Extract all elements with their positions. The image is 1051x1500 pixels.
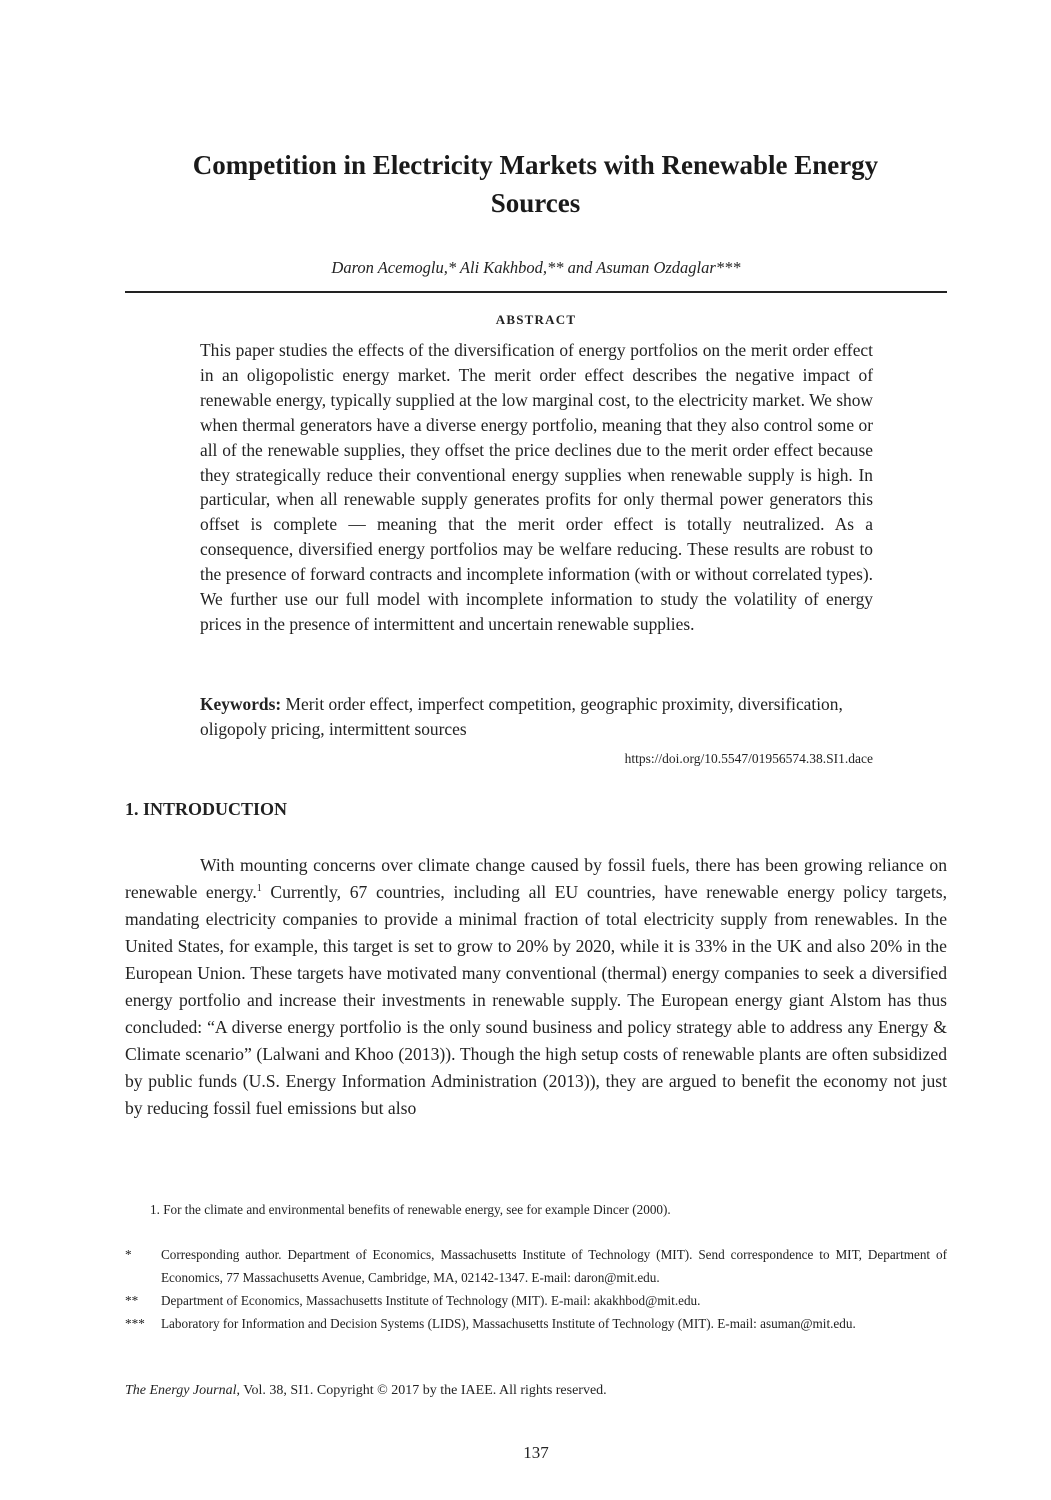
author-note-mark: * — [125, 1247, 132, 1262]
keywords-list: Merit order effect, imperfect competition, geographic proximity, diversification, oligopoly pricing, intermittent sources — [200, 694, 843, 739]
journal-details: , Vol. 38, SI1. Copyright © 2017 by the IAEE. All rights reserved. — [236, 1383, 607, 1398]
section-heading-introduction: 1. INTRODUCTION — [125, 799, 288, 819]
abstract-text: This paper studies the effects of the diversification of energy portfolios on the merit order effect in an oligopolistic energy market. The merit order effect describes the negative impact of renewable energy, typically supplied at the low marginal cost, to the electricity market. We show when thermal generators have a diverse energy portfolio, meaning that they also control some or all of the renewable supplies, they offset the price declines due to the merit order effect because they strategically reduce their conventional energy supplies when renewable supply is high. In particular, when all renewable supply generates profits for only thermal power generators this offset is complete — meaning that the merit order effect is totally neutralized. As a consequence, diversified energy portfolios may be welfare reducing. These results are robust to the presence of forward contracts and incomplete information (with or without correlated types). We further use our full model with incomplete information to study the volatility of energy prices in the presence of intermittent and uncertain renewable supplies. — [200, 340, 873, 634]
abstract-heading: ABSTRACT — [495, 312, 577, 327]
author-note-text: Corresponding author. Department of Economics, Massachusetts Institute of Technology (MIT). Send correspondence to MIT, Department of Economics, 77 Massachusetts Avenue, Cambridge, MA, 02142-1347. E-mail: daron@mit.edu. — [161, 1247, 947, 1285]
paper-title: Competition in Electricity Markets with Renewable Energy Sources — [192, 150, 879, 218]
author-note-mark: *** — [125, 1316, 145, 1331]
keywords-label: Keywords: — [200, 694, 282, 714]
doi-link[interactable]: https://doi.org/10.5547/01956574.38.SI1.dace — [624, 751, 873, 766]
header-rule — [125, 291, 947, 293]
keywords — [200, 692, 873, 742]
author-note-1 — [125, 1243, 947, 1289]
author-note-3 — [125, 1312, 947, 1335]
author-note-mark: ** — [125, 1293, 139, 1308]
author-list: Daron Acemoglu,* Ali Kakhbod,** and Asuman Ozdaglar*** — [331, 258, 741, 277]
journal-citation — [125, 1383, 607, 1399]
introduction-paragraph — [125, 852, 947, 1122]
footnote-ref-1[interactable]: 1 — [256, 883, 262, 895]
journal-name: The Energy Journal — [125, 1383, 237, 1398]
page-number: 137 — [523, 1443, 549, 1462]
footnote-1: 1. For the climate and environmental benefits of renewable energy, see for example Dincer (2000). — [150, 1202, 671, 1217]
author-note-text: Department of Economics, Massachusetts Institute of Technology (MIT). E-mail: akakhbod@mit.edu. — [161, 1293, 701, 1308]
author-note-2 — [125, 1289, 947, 1312]
intro-text-part2: Currently, 67 countries, including all EU countries, have renewable energy policy targets, mandating electricity companies to provide a minimal fraction of total electricity supply from renewables. In the United States, for example, this target is set to grow to 20% by 2020, while it is 33% in the UK and also 20% in the European Union. These targets have motivated many conventional (thermal) energy companies to seek a diversified energy portfolio and increase their investments in renewable supply. The European energy giant Alstom has thus concluded: “A diverse energy portfolio is the only sound business and policy strategy able to address any Energy & Climate scenario” (Lalwani and Khoo (2013)). Though the high setup costs of renewable plants are often subsidized by public funds (U.S. Energy Information Administration (2013)), they are argued to benefit the economy not just by reducing fossil fuel emissions but also — [125, 882, 947, 1118]
intro-text-part1: With mounting concerns over climate change caused by fossil fuels, there has been growing reliance on renewable energy. — [125, 855, 947, 902]
author-note-text: Laboratory for Information and Decision Systems (LIDS), Massachusetts Institute of Technology (MIT). E-mail: asuman@mit.edu. — [161, 1316, 856, 1331]
